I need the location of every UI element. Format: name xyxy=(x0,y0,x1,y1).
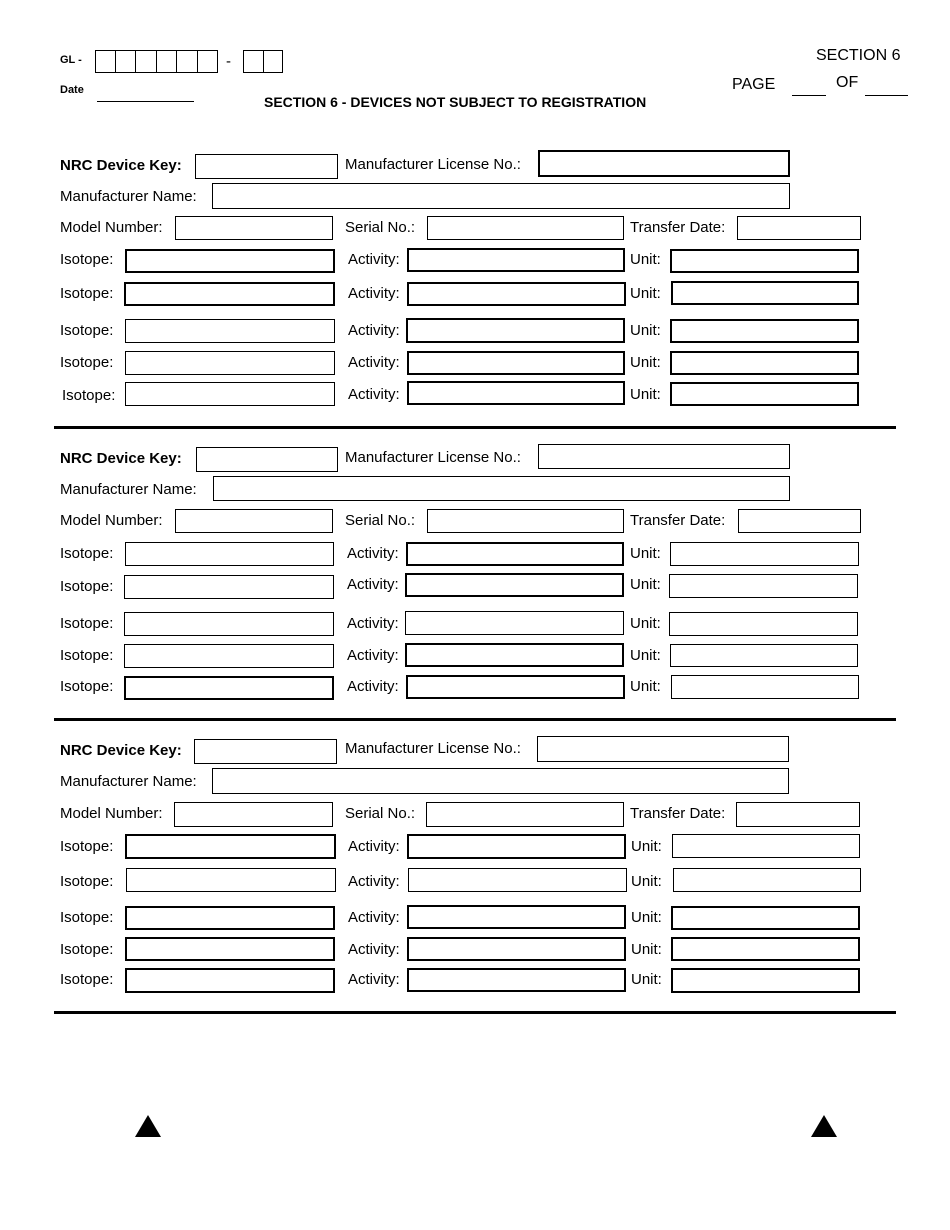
date-label: Date xyxy=(60,84,84,96)
unit-label: Unit: xyxy=(630,354,661,371)
isotope-label: Isotope: xyxy=(60,678,114,695)
model-number-label: Model Number: xyxy=(60,512,163,529)
unit-label: Unit: xyxy=(630,615,661,632)
unit-field[interactable] xyxy=(671,281,859,305)
page-title: SECTION 6 - DEVICES NOT SUBJECT TO REGISTRATION xyxy=(264,94,647,110)
isotope-field[interactable] xyxy=(124,575,334,599)
activity-field[interactable] xyxy=(407,282,626,306)
manufacturer-name-label: Manufacturer Name: xyxy=(60,481,197,498)
activity-field[interactable] xyxy=(406,318,625,343)
activity-label: Activity: xyxy=(348,322,400,339)
isotope-label: Isotope: xyxy=(60,873,114,890)
unit-field[interactable] xyxy=(670,351,859,375)
model-number-label: Model Number: xyxy=(60,219,163,236)
model-number-field[interactable] xyxy=(175,216,333,240)
isotope-field[interactable] xyxy=(125,834,336,859)
unit-field[interactable] xyxy=(670,249,859,273)
unit-field[interactable] xyxy=(671,968,860,993)
isotope-field[interactable] xyxy=(125,382,335,406)
model-number-label: Model Number: xyxy=(60,805,163,822)
isotope-label: Isotope: xyxy=(60,251,114,268)
serial-no-field[interactable] xyxy=(427,216,624,240)
gl-number-field[interactable] xyxy=(95,50,219,74)
unit-field[interactable] xyxy=(671,675,859,699)
isotope-field[interactable] xyxy=(124,612,334,636)
isotope-field[interactable] xyxy=(125,937,335,961)
transfer-date-label: Transfer Date: xyxy=(630,219,726,236)
manufacturer-name-label: Manufacturer Name: xyxy=(60,188,197,205)
activity-field[interactable] xyxy=(407,968,626,992)
isotope-label: Isotope: xyxy=(60,838,114,855)
isotope-field[interactable] xyxy=(126,868,336,892)
page-number-field[interactable] xyxy=(792,78,826,96)
activity-label: Activity: xyxy=(347,545,399,562)
manufacturer-license-label: Manufacturer License No.: xyxy=(345,740,521,757)
isotope-label: Isotope: xyxy=(62,387,116,404)
isotope-field[interactable] xyxy=(125,351,335,375)
transfer-date-label: Transfer Date: xyxy=(630,805,726,822)
isotope-field[interactable] xyxy=(125,319,335,343)
activity-label: Activity: xyxy=(347,576,399,593)
isotope-label: Isotope: xyxy=(60,285,114,302)
isotope-label: Isotope: xyxy=(60,615,114,632)
isotope-label: Isotope: xyxy=(60,909,114,926)
activity-field[interactable] xyxy=(407,834,626,859)
activity-label: Activity: xyxy=(348,971,400,988)
device-key-label: NRC Device Key: xyxy=(60,742,182,759)
unit-field[interactable] xyxy=(672,834,860,858)
unit-label: Unit: xyxy=(630,322,661,339)
activity-label: Activity: xyxy=(348,251,400,268)
unit-field[interactable] xyxy=(670,542,859,566)
activity-label: Activity: xyxy=(348,941,400,958)
activity-label: Activity: xyxy=(348,873,400,890)
isotope-label: Isotope: xyxy=(60,578,114,595)
isotope-label: Isotope: xyxy=(60,647,114,664)
device-key-label: NRC Device Key: xyxy=(60,450,182,467)
manufacturer-name-field[interactable] xyxy=(212,768,789,794)
activity-field[interactable] xyxy=(405,611,624,635)
serial-no-field[interactable] xyxy=(426,802,624,827)
unit-field[interactable] xyxy=(669,612,858,636)
unit-label: Unit: xyxy=(630,647,661,664)
activity-label: Activity: xyxy=(348,386,400,403)
manufacturer-license-label: Manufacturer License No.: xyxy=(345,449,521,466)
activity-field[interactable] xyxy=(407,248,625,272)
activity-label: Activity: xyxy=(347,647,399,664)
manufacturer-license-field[interactable] xyxy=(538,150,790,177)
unit-label: Unit: xyxy=(630,678,661,695)
isotope-label: Isotope: xyxy=(60,354,114,371)
activity-field[interactable] xyxy=(407,351,625,375)
activity-field[interactable] xyxy=(407,905,626,929)
isotope-field[interactable] xyxy=(125,968,335,993)
isotope-field[interactable] xyxy=(124,644,334,668)
section-label: SECTION 6 xyxy=(816,47,901,64)
unit-label: Unit: xyxy=(631,873,662,890)
manufacturer-name-field[interactable] xyxy=(212,183,790,209)
device-key-field[interactable] xyxy=(195,154,338,179)
activity-field[interactable] xyxy=(406,542,624,566)
isotope-field[interactable] xyxy=(125,249,335,273)
serial-no-label: Serial No.: xyxy=(345,805,416,822)
gl-suffix-field[interactable] xyxy=(243,50,283,74)
activity-label: Activity: xyxy=(348,285,400,302)
page-label: PAGE xyxy=(732,76,776,93)
unit-label: Unit: xyxy=(631,941,662,958)
triangle-up-icon xyxy=(811,1115,837,1137)
unit-label: Unit: xyxy=(630,386,661,403)
activity-label: Activity: xyxy=(347,678,399,695)
transfer-date-label: Transfer Date: xyxy=(630,512,726,529)
manufacturer-license-field[interactable] xyxy=(538,444,790,469)
isotope-label: Isotope: xyxy=(60,322,114,339)
section-divider xyxy=(54,1011,896,1014)
of-label: OF xyxy=(836,74,859,91)
isotope-label: Isotope: xyxy=(60,971,114,988)
serial-no-field[interactable] xyxy=(427,509,624,533)
manufacturer-name-label: Manufacturer Name: xyxy=(60,773,197,790)
triangle-up-icon xyxy=(135,1115,161,1137)
activity-label: Activity: xyxy=(347,615,399,632)
unit-label: Unit: xyxy=(630,545,661,562)
manufacturer-name-field[interactable] xyxy=(213,476,790,501)
serial-no-label: Serial No.: xyxy=(345,219,416,236)
isotope-field[interactable] xyxy=(124,282,335,306)
transfer-date-field[interactable] xyxy=(737,216,861,240)
isotope-field[interactable] xyxy=(125,542,334,566)
activity-field[interactable] xyxy=(406,675,625,699)
unit-field[interactable] xyxy=(670,382,859,406)
activity-label: Activity: xyxy=(348,354,400,371)
device-key-field[interactable] xyxy=(196,447,338,472)
unit-field[interactable] xyxy=(670,319,859,343)
unit-label: Unit: xyxy=(630,251,661,268)
unit-label: Unit: xyxy=(631,838,662,855)
unit-label: Unit: xyxy=(630,576,661,593)
model-number-field[interactable] xyxy=(174,802,333,827)
page-total-field[interactable] xyxy=(865,78,908,96)
activity-field[interactable] xyxy=(405,573,624,597)
serial-no-label: Serial No.: xyxy=(345,512,416,529)
isotope-field[interactable] xyxy=(125,906,335,930)
section-divider xyxy=(54,426,896,429)
manufacturer-license-field[interactable] xyxy=(537,736,789,762)
activity-label: Activity: xyxy=(348,838,400,855)
device-key-label: NRC Device Key: xyxy=(60,157,182,174)
transfer-date-field[interactable] xyxy=(738,509,861,533)
unit-field[interactable] xyxy=(671,906,860,930)
unit-field[interactable] xyxy=(670,644,858,667)
isotope-label: Isotope: xyxy=(60,941,114,958)
unit-label: Unit: xyxy=(630,285,661,302)
unit-label: Unit: xyxy=(631,909,662,926)
activity-field[interactable] xyxy=(407,937,626,961)
section-divider xyxy=(54,718,896,721)
isotope-label: Isotope: xyxy=(60,545,114,562)
activity-field[interactable] xyxy=(405,643,624,667)
device-key-field[interactable] xyxy=(194,739,337,764)
unit-field[interactable] xyxy=(669,574,858,598)
activity-field[interactable] xyxy=(408,868,627,892)
unit-label: Unit: xyxy=(631,971,662,988)
isotope-field[interactable] xyxy=(124,676,334,700)
transfer-date-field[interactable] xyxy=(736,802,860,827)
unit-field[interactable] xyxy=(671,937,860,961)
gl-label: GL - xyxy=(60,54,82,66)
activity-field[interactable] xyxy=(407,381,625,405)
model-number-field[interactable] xyxy=(175,509,333,533)
activity-label: Activity: xyxy=(348,909,400,926)
date-field[interactable] xyxy=(97,82,194,102)
manufacturer-license-label: Manufacturer License No.: xyxy=(345,156,521,173)
unit-field[interactable] xyxy=(673,868,861,892)
gl-dash: - xyxy=(226,53,231,70)
